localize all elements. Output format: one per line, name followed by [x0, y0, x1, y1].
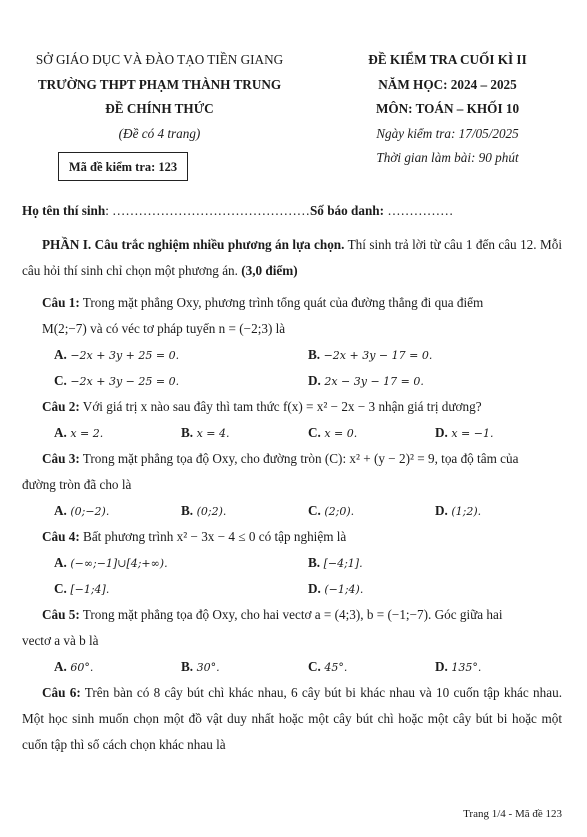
option-c[interactable] [54, 576, 109, 603]
option-key: A. [54, 659, 67, 674]
option-a[interactable] [54, 420, 103, 447]
option-text: −2x + 3y − 25 = 0. [66, 375, 180, 388]
exam-title: ĐỀ KIỂM TRA CUỐI KÌ II [368, 52, 527, 67]
option-text: x = 4. [193, 427, 230, 440]
option-key: A. [54, 503, 67, 518]
question-2 [22, 394, 562, 420]
exam-code-box: Mã đề kiểm tra: 123 [58, 152, 188, 181]
candidate-id-blank: …………… [384, 203, 454, 218]
option-key: B. [308, 555, 321, 570]
question-6 [22, 680, 562, 758]
question-4-options [22, 550, 562, 576]
option-text: (0;−2). [66, 505, 110, 518]
option-text: 135°. [447, 661, 482, 674]
question-4-text: Bất phương trình x² − 3x − 4 ≤ 0 có tập nghiệm là [79, 529, 347, 544]
question-4-label: Câu 4: [42, 529, 80, 544]
question-1-text: Trong mặt phẳng Oxy, phương trình tổng quát của đường thẳng đi qua điểm [79, 295, 484, 310]
question-1-options-row2 [22, 368, 562, 394]
candidate-id-label: Số báo danh: [309, 203, 385, 218]
option-text: (0;2). [193, 505, 227, 518]
option-key: A. [54, 425, 67, 440]
option-key: B. [181, 425, 194, 440]
option-text: −2x + 3y + 25 = 0. [66, 349, 180, 362]
question-5-text-line2: vectơ a và b là [22, 633, 99, 648]
option-key: C. [54, 581, 67, 596]
option-d[interactable] [308, 576, 363, 603]
question-3-text-line2: đường tròn đã cho là [22, 477, 132, 492]
question-6-label: Câu 6: [42, 685, 81, 700]
option-key: D. [435, 425, 448, 440]
question-1-text-line2: M(2;−7) và có véc tơ pháp tuyến n = (−2;3) là [42, 321, 286, 336]
question-5-label: Câu 5: [42, 607, 80, 622]
option-c[interactable] [308, 654, 347, 681]
official-label: ĐỀ CHÍNH THỨC [105, 101, 214, 116]
school-name: TRƯỜNG THPT PHẠM THÀNH TRUNG [37, 76, 282, 92]
question-3-options [22, 498, 562, 524]
option-a[interactable] [54, 654, 93, 681]
option-d[interactable] [308, 368, 424, 395]
candidate-info [22, 203, 453, 219]
option-a[interactable] [54, 342, 179, 369]
candidate-name-label: Họ tên thí sinh [22, 203, 106, 218]
option-key: D. [308, 581, 321, 596]
option-text: x = −1. [447, 427, 494, 440]
option-text: x = 0. [320, 427, 358, 440]
option-key: B. [308, 347, 321, 362]
subject: MÔN: TOÁN – KHỐI 10 [375, 101, 520, 116]
option-key: C. [308, 425, 321, 440]
option-b[interactable] [308, 550, 363, 577]
option-text: x = 2. [66, 427, 104, 440]
option-key: D. [435, 659, 448, 674]
question-2-text: Với giá trị x nào sau đây thì tam thức f(x) = x² − 2x − 3 nhận giá trị dương? [79, 399, 482, 414]
page-footer: Trang 1/4 - Mã đề 123 [463, 808, 562, 820]
question-1-label: Câu 1: [42, 295, 80, 310]
option-key: C. [54, 373, 67, 388]
option-text: 2x − 3y − 17 = 0. [320, 375, 424, 388]
exam-date: Ngày kiểm tra: 17/05/2025 [376, 125, 519, 141]
option-b[interactable] [181, 654, 220, 681]
question-2-options [22, 420, 562, 446]
option-text: (1;2). [447, 505, 482, 518]
header-left [22, 48, 297, 146]
option-c[interactable] [308, 420, 357, 447]
question-4 [22, 524, 562, 550]
option-key: D. [435, 503, 448, 518]
question-5-text: Trong mặt phẳng tọa độ Oxy, cho hai vectơ a = (4;3), b = (−1;−7). Góc giữa hai [79, 607, 503, 622]
exam-duration: Thời gian làm bài: 90 phút [376, 150, 519, 165]
option-text: 60°. [66, 661, 94, 674]
part1-intro [22, 232, 562, 284]
option-key: D. [308, 373, 321, 388]
option-d[interactable] [435, 654, 481, 681]
question-5-options [22, 654, 562, 680]
option-a[interactable] [54, 550, 168, 577]
question-3-text: Trong mặt phẳng tọa độ Oxy, cho đường tròn (C): x² + (y − 2)² = 9, tọa độ tâm của [79, 451, 519, 466]
header-right [325, 48, 570, 171]
option-c[interactable] [54, 368, 179, 395]
department-name: SỞ GIÁO DỤC VÀ ĐÀO TẠO TIỀN GIANG [35, 52, 284, 67]
option-text: (−∞;−1]∪[4;+∞). [66, 557, 168, 570]
question-5 [22, 602, 562, 628]
option-c[interactable] [308, 498, 354, 525]
question-1-options [22, 342, 562, 368]
option-text: (−1;4). [320, 583, 364, 596]
part1-instruction: Thí sinh trả lời từ câu 1 đến câu 12. Mỗi câu hỏi thí sinh chỉ chọn một phương án. [22, 237, 562, 278]
option-key: C. [308, 503, 321, 518]
option-a[interactable] [54, 498, 109, 525]
option-text: [−4;1]. [320, 557, 363, 570]
option-text: 45°. [320, 661, 348, 674]
part1-points: (3,0 điểm) [241, 263, 298, 278]
question-1 [22, 290, 562, 316]
option-text: (2;0). [320, 505, 355, 518]
option-key: A. [54, 555, 67, 570]
option-text: −2x + 3y − 17 = 0. [320, 349, 433, 362]
option-b[interactable] [308, 342, 432, 369]
option-b[interactable] [181, 420, 230, 447]
option-text: 30°. [193, 661, 220, 674]
option-key: B. [181, 503, 194, 518]
option-d[interactable] [435, 498, 481, 525]
option-key: B. [181, 659, 194, 674]
question-3 [22, 446, 562, 472]
question-6-text: Trên bàn có 8 cây bút chì khác nhau, 6 cây bút bi khác nhau và 10 cuốn tập khác nhau. Một học sinh muốn chọn một đồ vật duy nhất hoặc một cây bút chì hoặc một cây bút bi hoặc một cuốn tập thì số cách chọn khác nhau là [22, 685, 562, 752]
option-d[interactable] [435, 420, 493, 447]
question-2-label: Câu 2: [42, 399, 80, 414]
option-b[interactable] [181, 498, 226, 525]
option-key: C. [308, 659, 321, 674]
option-key: A. [54, 347, 67, 362]
candidate-name-blank: : ……………………………………… [105, 203, 310, 218]
school-year: NĂM HỌC: 2024 – 2025 [378, 76, 517, 92]
question-3-label: Câu 3: [42, 451, 80, 466]
option-text: [−1;4]. [66, 583, 110, 596]
pages-note: (Đề có 4 trang) [118, 125, 201, 141]
part1-heading: PHẦN I. Câu trắc nghiệm nhiều phương án lựa chọn. [42, 237, 345, 252]
exam-content [22, 232, 562, 758]
question-4-options-row2 [22, 576, 562, 602]
